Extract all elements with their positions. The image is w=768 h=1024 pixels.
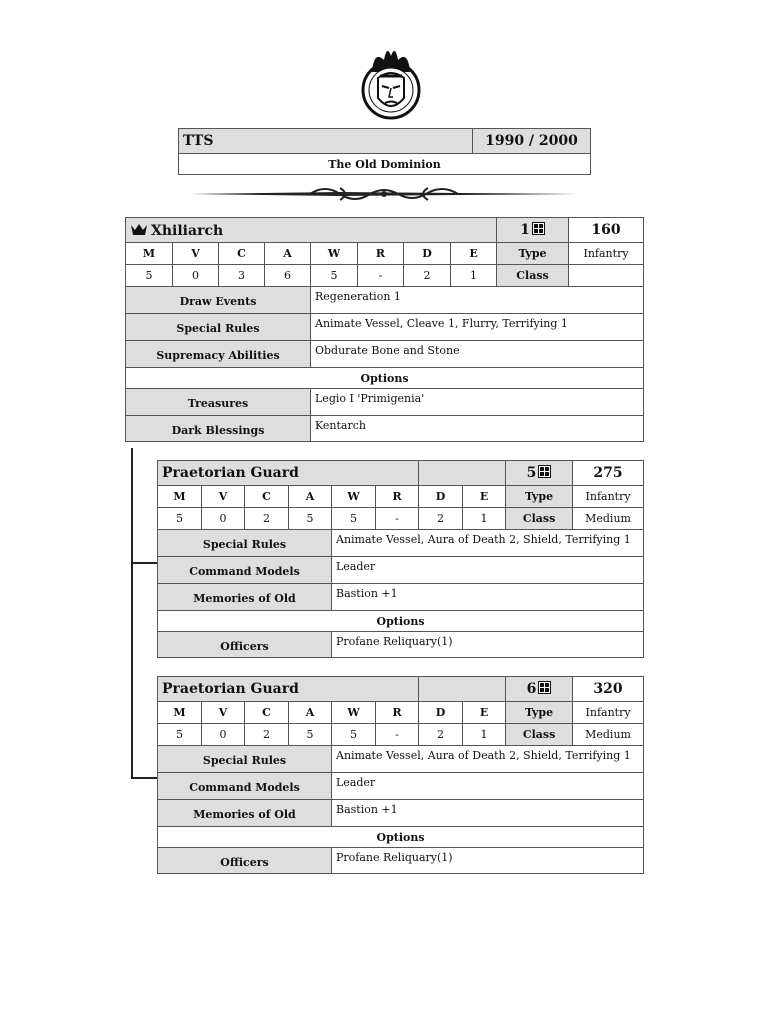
unit-count-cell: [506, 461, 573, 486]
stat-header: M: [158, 486, 202, 508]
unit-count: 6: [526, 681, 537, 697]
ornament-divider: [190, 184, 578, 204]
stat-header: R: [376, 486, 419, 508]
stat-header: R: [376, 702, 419, 724]
row-label: Special Rules: [126, 314, 311, 341]
stat-header: E: [463, 702, 506, 724]
unit-name: Praetorian Guard: [158, 677, 419, 702]
class-label: Class: [506, 724, 573, 746]
options-heading: Options: [158, 827, 644, 848]
stat-header: M: [126, 243, 173, 265]
stat-header: V: [202, 702, 245, 724]
unit-points: 320: [573, 677, 644, 702]
row-label: Draw Events: [126, 287, 311, 314]
stat-header: A: [265, 243, 311, 265]
stat-header: C: [245, 486, 289, 508]
army-title: TTS: [179, 129, 473, 154]
row-label: Command Models: [158, 773, 332, 800]
row-label: Special Rules: [158, 746, 332, 773]
stat-header: E: [451, 243, 497, 265]
stat-value: 2: [419, 724, 463, 746]
class-label: Class: [497, 265, 569, 287]
unit-class: Medium: [573, 508, 644, 530]
unit-type: Infantry: [573, 486, 644, 508]
stat-header: W: [332, 486, 376, 508]
stat-header: A: [289, 702, 332, 724]
row-label: Command Models: [158, 557, 332, 584]
unit-name-spacer: [419, 461, 506, 486]
stat-value: 2: [245, 508, 289, 530]
row-label: Memories of Old: [158, 800, 332, 827]
crown-icon: [130, 222, 148, 236]
options-heading: Options: [158, 611, 644, 632]
row-label: Memories of Old: [158, 584, 332, 611]
stat-value: 1: [451, 265, 497, 287]
stat-value: 5: [332, 724, 376, 746]
stat-header: W: [332, 702, 376, 724]
row-value: Animate Vessel, Aura of Death 2, Shield, Terrifying 1: [332, 530, 644, 557]
stat-value: 0: [202, 508, 245, 530]
type-label: Type: [506, 486, 573, 508]
faction-emblem-icon: [354, 42, 428, 122]
unit-points: 160: [569, 218, 644, 243]
army-points: 1990 / 2000: [473, 129, 591, 154]
stat-value: 5: [332, 508, 376, 530]
row-value: Bastion +1: [332, 584, 644, 611]
army-header: [178, 128, 591, 175]
unit-card: [157, 676, 644, 874]
unit-grid-icon: [538, 465, 551, 478]
stat-value: 2: [404, 265, 451, 287]
unit-type: Infantry: [573, 702, 644, 724]
stat-value: 5: [289, 724, 332, 746]
unit-class: Medium: [573, 724, 644, 746]
bracket-connector: [131, 777, 157, 779]
row-value: Profane Reliquary(1): [332, 632, 644, 658]
row-value: Regeneration 1: [311, 287, 644, 314]
unit-name-spacer: [419, 677, 506, 702]
unit-name: Praetorian Guard: [158, 461, 419, 486]
stat-value: 2: [245, 724, 289, 746]
bracket-connector: [131, 562, 157, 564]
stat-header: W: [311, 243, 358, 265]
stat-header: D: [419, 486, 463, 508]
faction-name: The Old Dominion: [179, 154, 591, 175]
row-value: Animate Vessel, Cleave 1, Flurry, Terrifying 1: [311, 314, 644, 341]
stat-value: 5: [289, 508, 332, 530]
stat-value: -: [376, 508, 419, 530]
row-value: Kentarch: [311, 416, 644, 442]
stat-header: D: [419, 702, 463, 724]
row-value: Legio I 'Primigenia': [311, 389, 644, 416]
stat-header: V: [173, 243, 219, 265]
row-value: Animate Vessel, Aura of Death 2, Shield, Terrifying 1: [332, 746, 644, 773]
row-value: Bastion +1: [332, 800, 644, 827]
stat-value: 6: [265, 265, 311, 287]
stat-header: D: [404, 243, 451, 265]
stat-header: E: [463, 486, 506, 508]
stat-value: 1: [463, 508, 506, 530]
stat-header: M: [158, 702, 202, 724]
unit-card: [125, 217, 644, 442]
unit-bracket: [131, 448, 133, 778]
unit-count-cell: [497, 218, 569, 243]
type-label: Type: [506, 702, 573, 724]
stat-header: C: [245, 702, 289, 724]
stat-header: C: [219, 243, 265, 265]
unit-grid-icon: [532, 222, 545, 235]
stat-value: -: [358, 265, 404, 287]
row-label: Officers: [158, 848, 332, 874]
type-label: Type: [497, 243, 569, 265]
row-value: Profane Reliquary(1): [332, 848, 644, 874]
stat-value: 5: [311, 265, 358, 287]
options-heading: Options: [126, 368, 644, 389]
unit-grid-icon: [538, 681, 551, 694]
row-value: Leader: [332, 557, 644, 584]
row-label: Special Rules: [158, 530, 332, 557]
stat-value: 3: [219, 265, 265, 287]
stat-value: -: [376, 724, 419, 746]
row-label: Treasures: [126, 389, 311, 416]
unit-points: 275: [573, 461, 644, 486]
stat-value: 5: [158, 724, 202, 746]
stat-value: 5: [158, 508, 202, 530]
row-label: Supremacy Abilities: [126, 341, 311, 368]
unit-type: Infantry: [569, 243, 644, 265]
row-value: Leader: [332, 773, 644, 800]
row-value: Obdurate Bone and Stone: [311, 341, 644, 368]
stat-header: R: [358, 243, 404, 265]
stat-header: V: [202, 486, 245, 508]
row-label: Officers: [158, 632, 332, 658]
stat-value: 5: [126, 265, 173, 287]
row-label: Dark Blessings: [126, 416, 311, 442]
stat-header: A: [289, 486, 332, 508]
stat-value: 0: [173, 265, 219, 287]
stat-value: 1: [463, 724, 506, 746]
unit-name-cell: [126, 218, 497, 243]
unit-count: 5: [526, 465, 537, 481]
unit-card: [157, 460, 644, 658]
stat-value: 0: [202, 724, 245, 746]
class-label: Class: [506, 508, 573, 530]
unit-count: 1: [520, 222, 530, 238]
unit-class: [569, 265, 644, 287]
stat-value: 2: [419, 508, 463, 530]
unit-name: Xhiliarch: [151, 222, 224, 239]
unit-count-cell: [506, 677, 573, 702]
